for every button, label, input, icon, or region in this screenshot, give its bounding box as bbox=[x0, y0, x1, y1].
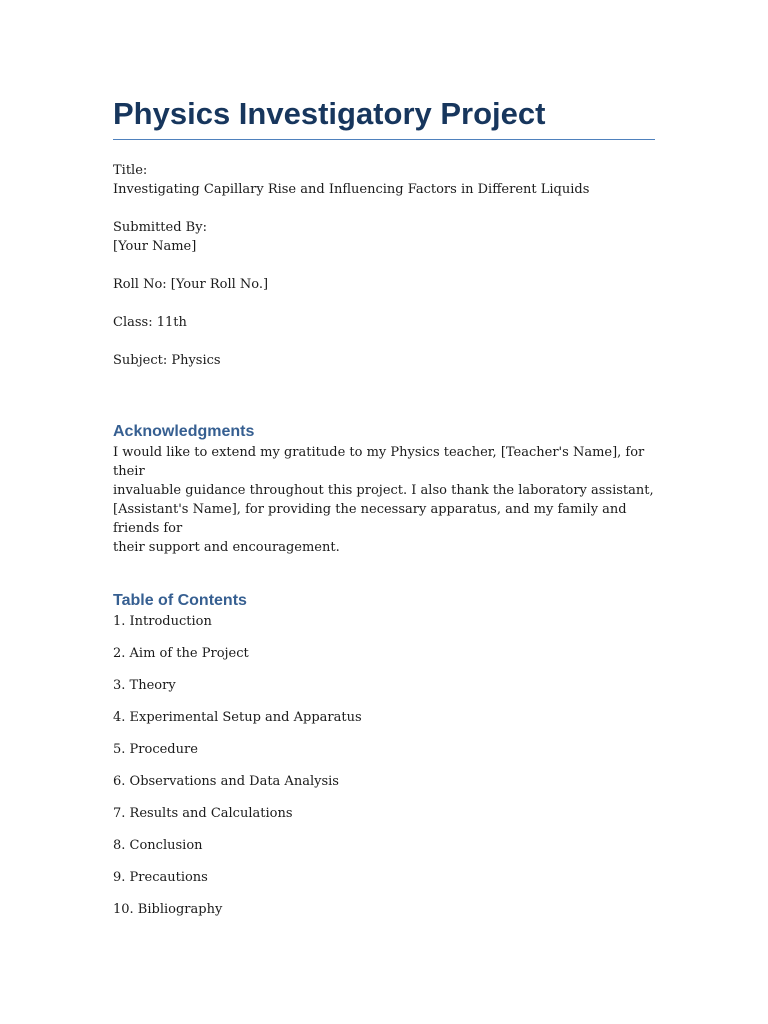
roll-no: Roll No: [Your Roll No.] bbox=[113, 277, 269, 292]
toc-item-aim: 2. Aim of the Project bbox=[113, 646, 249, 661]
page-title: Physics Investigatory Project bbox=[113, 93, 655, 140]
acknowledgments-paragraph bbox=[113, 443, 655, 557]
subject-block bbox=[113, 351, 655, 370]
toc-list bbox=[113, 612, 655, 932]
toc-item-observations: 6. Observations and Data Analysis bbox=[113, 774, 339, 789]
toc-heading: Table of Contents bbox=[113, 592, 247, 609]
submitted-by-value: [Your Name] bbox=[113, 239, 197, 254]
acknowledgments-line: invaluable guidance throughout this project. I also thank the laboratory assistant, bbox=[113, 483, 654, 498]
toc-item-theory: 3. Theory bbox=[113, 678, 176, 693]
toc-item-procedure: 5. Procedure bbox=[113, 742, 198, 757]
title-block bbox=[113, 161, 655, 199]
toc-item-conclusion: 8. Conclusion bbox=[113, 838, 203, 853]
title-label: Title: bbox=[113, 163, 148, 178]
title-value: Investigating Capillary Rise and Influencing Factors in Different Liquids bbox=[113, 182, 590, 197]
toc-item-results: 7. Results and Calculations bbox=[113, 806, 293, 821]
submitted-by-label: Submitted By: bbox=[113, 220, 207, 235]
acknowledgments-line: [Assistant's Name], for providing the necessary apparatus, and my family and friends for bbox=[113, 502, 627, 536]
acknowledgments-heading: Acknowledgments bbox=[113, 423, 255, 440]
class-info: Class: 11th bbox=[113, 315, 187, 330]
toc-item-precautions: 9. Precautions bbox=[113, 870, 208, 885]
acknowledgments-line: I would like to extend my gratitude to my Physics teacher, [Teacher's Name], for their bbox=[113, 445, 645, 479]
toc-item-bibliography: 10. Bibliography bbox=[113, 902, 223, 917]
submitted-by-block bbox=[113, 218, 655, 256]
toc-item-introduction: 1. Introduction bbox=[113, 614, 212, 629]
document-content bbox=[113, 93, 655, 932]
acknowledgments-line: their support and encouragement. bbox=[113, 540, 340, 555]
toc-item-setup: 4. Experimental Setup and Apparatus bbox=[113, 710, 362, 725]
subject-info: Subject: Physics bbox=[113, 353, 221, 368]
roll-no-block bbox=[113, 275, 655, 294]
class-block bbox=[113, 313, 655, 332]
